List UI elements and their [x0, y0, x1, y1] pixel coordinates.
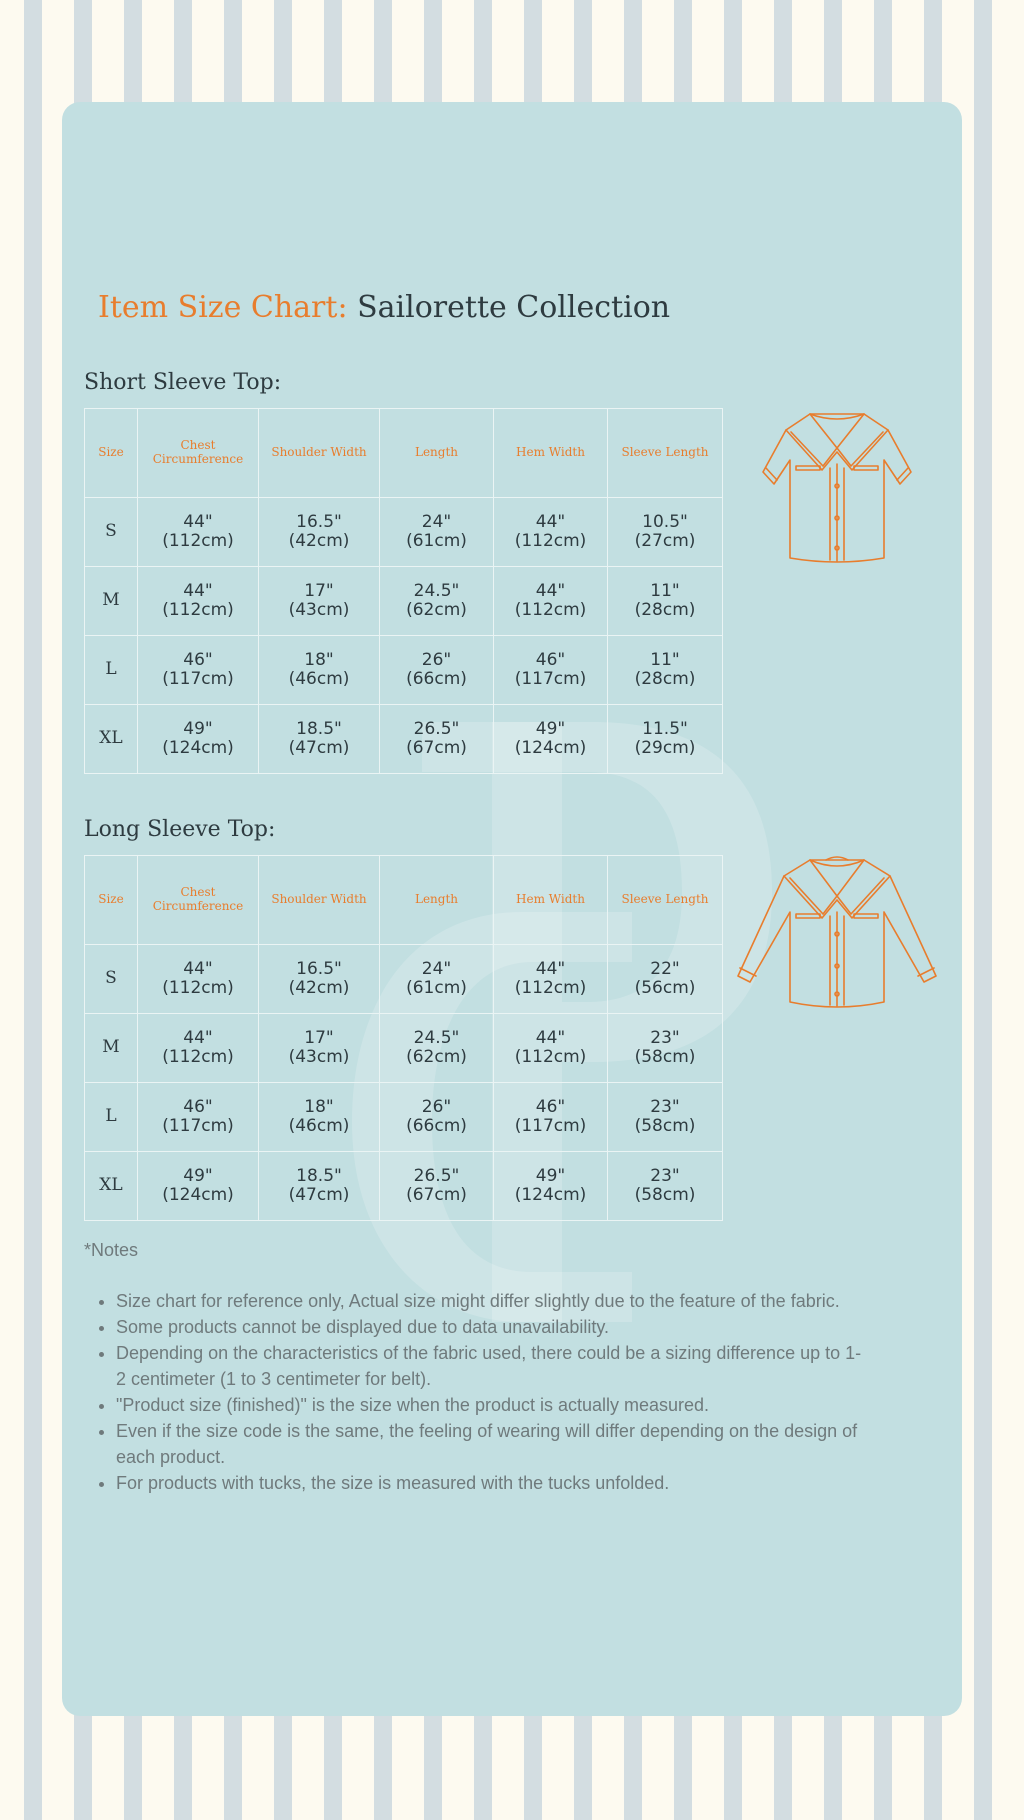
sleeve-cell: [608, 636, 723, 705]
value-cm: (117cm): [162, 669, 234, 689]
shoulder-cell: [259, 945, 380, 1014]
size-cell: M: [85, 1014, 138, 1083]
shoulder-cell: [259, 1014, 380, 1083]
value-in: 18": [304, 1096, 334, 1117]
table-row: [85, 567, 723, 636]
value-cm: (112cm): [514, 978, 587, 998]
value-in: 23": [650, 1096, 680, 1117]
value-cm: (117cm): [514, 669, 587, 689]
length-cell: [380, 498, 494, 567]
sleeve-cell: [608, 705, 723, 774]
shoulder-cell: [259, 567, 380, 636]
value-cm: (46cm): [288, 669, 350, 689]
table-row: [85, 705, 723, 774]
size-cell: L: [85, 636, 138, 705]
length-cell: [380, 1152, 494, 1221]
value-cm: (58cm): [634, 1116, 696, 1136]
size-cell: XL: [85, 1152, 138, 1221]
value-in: 44": [183, 958, 213, 979]
header-chest: Chest Circumference: [138, 856, 259, 945]
header-shoulder: Shoulder Width: [259, 856, 380, 945]
short-sleeve-table: [84, 408, 723, 774]
header-length: Length: [380, 856, 494, 945]
value-cm: (124cm): [162, 1185, 234, 1205]
notes-label: *Notes: [84, 1240, 139, 1260]
table-header-row: [85, 409, 723, 498]
value-in: 24.5": [413, 580, 460, 601]
value-cm: (28cm): [634, 600, 696, 620]
value-cm: (29cm): [634, 738, 696, 758]
value-cm: (47cm): [288, 738, 350, 758]
long-sleeve-title: Long Sleeve Top:: [84, 817, 276, 842]
length-cell: [380, 567, 494, 636]
value-in: 49": [183, 718, 213, 739]
sleeve-cell: [608, 1083, 723, 1152]
value-cm: (46cm): [288, 1116, 350, 1136]
value-cm: (61cm): [406, 978, 467, 998]
value-in: 11.5": [642, 718, 688, 739]
shoulder-cell: [259, 1152, 380, 1221]
value-cm: (43cm): [288, 600, 350, 620]
sleeve-cell: [608, 1152, 723, 1221]
value-cm: (124cm): [162, 738, 234, 758]
value-in: 44": [183, 511, 213, 532]
list-item: • Size chart for reference only, Actual size might differ slightly due to the feature of the fabric.: [116, 1288, 866, 1314]
header-chest: Chest Circumference: [138, 409, 259, 498]
value-in: 18.5": [296, 718, 342, 739]
header-size: Size: [85, 409, 138, 498]
short-sleeve-title: Short Sleeve Top:: [84, 370, 282, 395]
length-cell: [380, 945, 494, 1014]
value-cm: (42cm): [288, 978, 350, 998]
table-row: [85, 1152, 723, 1221]
value-in: 26": [421, 649, 452, 670]
sleeve-cell: [608, 1014, 723, 1083]
notes-list: [84, 1288, 866, 1496]
size-cell: L: [85, 1083, 138, 1152]
value-cm: (62cm): [406, 600, 467, 620]
value-cm: (124cm): [514, 738, 587, 758]
value-in: 44": [535, 1027, 566, 1048]
hem-cell: [494, 498, 608, 567]
shoulder-cell: [259, 498, 380, 567]
value-in: 49": [183, 1165, 213, 1186]
value-cm: (62cm): [406, 1047, 467, 1067]
value-in: 26": [421, 1096, 452, 1117]
value-in: 44": [183, 580, 213, 601]
length-cell: [380, 705, 494, 774]
hem-cell: [494, 1014, 608, 1083]
table-row: [85, 945, 723, 1014]
value-cm: (67cm): [406, 738, 467, 758]
value-in: 11": [650, 580, 680, 601]
value-in: 17": [304, 580, 334, 601]
value-in: 18.5": [296, 1165, 342, 1186]
hem-cell: [494, 945, 608, 1014]
length-cell: [380, 636, 494, 705]
hem-cell: [494, 567, 608, 636]
header-length: Length: [380, 409, 494, 498]
value-in: 26.5": [413, 1165, 460, 1186]
value-cm: (117cm): [162, 1116, 234, 1136]
value-in: 16.5": [296, 511, 342, 532]
list-item: • Depending on the characteristics of the fabric used, there could be a sizing difference up to 1-2 centimeter (1 to 3 centimeter for belt).: [116, 1340, 866, 1392]
value-cm: (61cm): [406, 531, 467, 551]
page-title: [98, 290, 670, 325]
list-item: • For products with tucks, the size is measured with the tucks unfolded.: [116, 1470, 866, 1496]
value-cm: (67cm): [406, 1185, 467, 1205]
value-cm: (66cm): [406, 1116, 467, 1136]
sleeve-cell: [608, 945, 723, 1014]
value-cm: (42cm): [288, 531, 350, 551]
value-in: 24": [421, 958, 452, 979]
value-in: 44": [183, 1027, 213, 1048]
value-in: 23": [650, 1165, 680, 1186]
value-in: 26.5": [413, 718, 460, 739]
value-in: 46": [183, 649, 213, 670]
value-cm: (112cm): [162, 600, 234, 620]
header-sleeve: Sleeve Length: [608, 856, 723, 945]
list-item: • Even if the size code is the same, the feeling of wearing will differ depending on the design of each product.: [116, 1418, 866, 1470]
length-cell: [380, 1014, 494, 1083]
value-in: 11": [650, 649, 680, 670]
sleeve-cell: [608, 567, 723, 636]
size-cell: XL: [85, 705, 138, 774]
value-in: 44": [535, 580, 566, 601]
value-in: 24.5": [413, 1027, 460, 1048]
value-in: 23": [650, 1027, 680, 1048]
value-cm: (66cm): [406, 669, 467, 689]
value-cm: (112cm): [514, 1047, 587, 1067]
long-sleeve-shirt-icon: [734, 854, 940, 1014]
chest-cell: [138, 1014, 259, 1083]
value-in: 10.5": [642, 511, 688, 532]
value-cm: (112cm): [162, 531, 234, 551]
long-sleeve-table: [84, 855, 723, 1221]
value-cm: (117cm): [514, 1116, 587, 1136]
header-hem: Hem Width: [494, 856, 608, 945]
size-cell: S: [85, 945, 138, 1014]
value-cm: (124cm): [514, 1185, 587, 1205]
value-cm: (43cm): [288, 1047, 350, 1067]
value-cm: (28cm): [634, 669, 696, 689]
title-collection: Sailorette Collection: [357, 290, 671, 325]
value-cm: (47cm): [288, 1185, 350, 1205]
hem-cell: [494, 636, 608, 705]
value-in: 44": [535, 511, 566, 532]
value-in: 16.5": [296, 958, 342, 979]
header-shoulder: Shoulder Width: [259, 409, 380, 498]
value-in: 46": [535, 1096, 566, 1117]
chest-cell: [138, 1152, 259, 1221]
short-sleeve-shirt-icon: [760, 408, 914, 566]
table-row: [85, 1083, 723, 1152]
chest-cell: [138, 498, 259, 567]
list-item: • Some products cannot be displayed due to data unavailability.: [116, 1314, 866, 1340]
value-in: 49": [535, 718, 566, 739]
chest-cell: [138, 636, 259, 705]
hem-cell: [494, 1152, 608, 1221]
value-cm: (58cm): [634, 1047, 696, 1067]
title-accent: Item Size Chart:: [98, 290, 348, 325]
table-row: [85, 636, 723, 705]
value-cm: (112cm): [514, 600, 587, 620]
size-cell: M: [85, 567, 138, 636]
chest-cell: [138, 945, 259, 1014]
length-cell: [380, 1083, 494, 1152]
header-size: Size: [85, 856, 138, 945]
header-hem: Hem Width: [494, 409, 608, 498]
table-header-row: [85, 856, 723, 945]
value-in: 46": [183, 1096, 213, 1117]
header-sleeve: Sleeve Length: [608, 409, 723, 498]
value-in: 18": [304, 649, 334, 670]
value-cm: (27cm): [634, 531, 696, 551]
value-cm: (58cm): [634, 1185, 696, 1205]
chest-cell: [138, 567, 259, 636]
value-in: 17": [304, 1027, 334, 1048]
shoulder-cell: [259, 636, 380, 705]
value-in: 46": [535, 649, 566, 670]
sleeve-cell: [608, 498, 723, 567]
table-row: [85, 498, 723, 567]
value-in: 44": [535, 958, 566, 979]
value-in: 49": [535, 1165, 566, 1186]
hem-cell: [494, 705, 608, 774]
chest-cell: [138, 1083, 259, 1152]
shoulder-cell: [259, 1083, 380, 1152]
value-cm: (112cm): [514, 531, 587, 551]
size-chart-card: [62, 102, 962, 1716]
value-in: 24": [421, 511, 452, 532]
list-item: • "Product size (finished)" is the size when the product is actually measured.: [116, 1392, 866, 1418]
size-cell: S: [85, 498, 138, 567]
hem-cell: [494, 1083, 608, 1152]
chest-cell: [138, 705, 259, 774]
value-cm: (112cm): [162, 1047, 234, 1067]
value-in: 22": [650, 958, 680, 979]
shoulder-cell: [259, 705, 380, 774]
value-cm: (56cm): [634, 978, 696, 998]
table-row: [85, 1014, 723, 1083]
value-cm: (112cm): [162, 978, 234, 998]
